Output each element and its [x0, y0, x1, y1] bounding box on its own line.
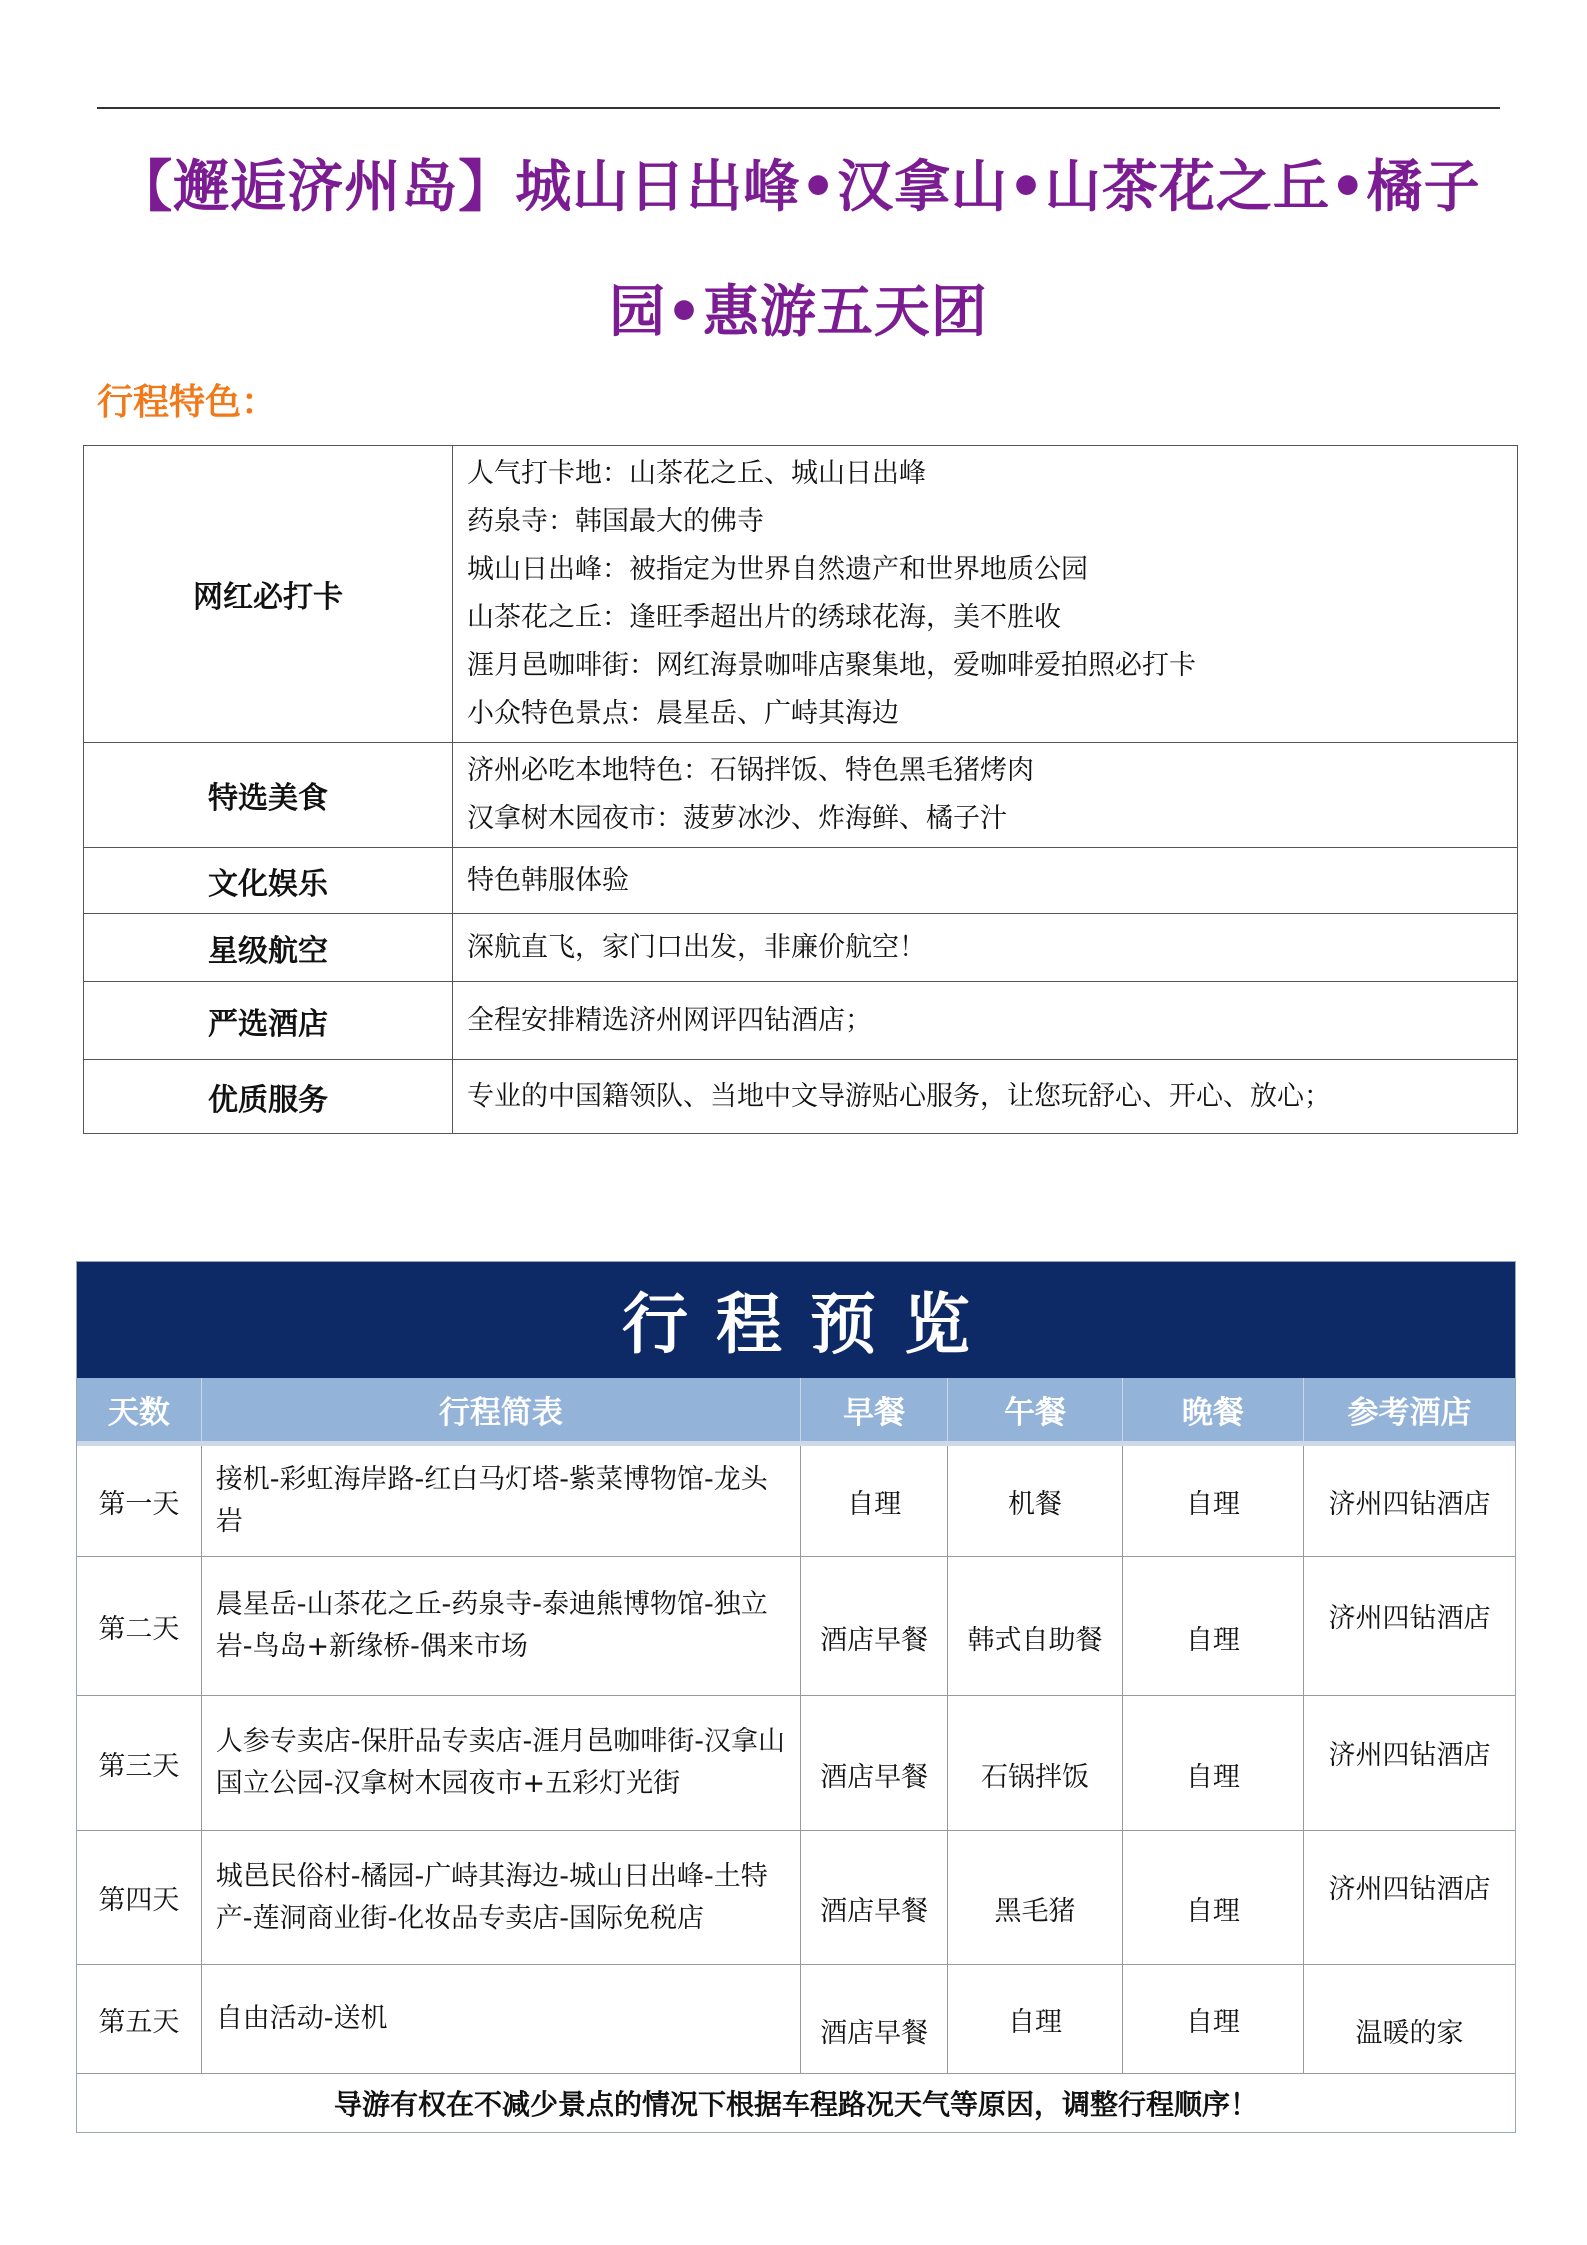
route-cell: 人参专卖店-保肝品专卖店-涯月邑咖啡街-汉拿山国立公园-汉拿树木园夜市+五彩灯光街: [201, 1696, 800, 1831]
top-divider: [97, 107, 1500, 109]
dinner-cell: 自理: [1122, 1444, 1303, 1557]
feature-name: 特选美食: [84, 743, 453, 848]
route-cell: 接机-彩虹海岸路-红白马灯塔-紫菜博物馆-龙头岩: [201, 1444, 800, 1557]
feature-line: 全程安排精选济州网评四钻酒店；: [467, 1004, 872, 1036]
feature-line: 特色韩服体验: [467, 864, 629, 896]
feature-row: [84, 1060, 1518, 1134]
dinner-cell: 自理: [1122, 1831, 1303, 1965]
breakfast-cell: 酒店早餐: [801, 1965, 948, 2074]
lunch-cell: 机餐: [948, 1444, 1122, 1557]
day-cell: 第五天: [77, 1965, 201, 2074]
feature-row: [84, 446, 1518, 743]
dinner-cell: 自理: [1122, 1557, 1303, 1696]
title-line-2: 园•惠游五天团: [609, 280, 988, 345]
table-row: [77, 1831, 1515, 1965]
feature-desc: [453, 848, 1518, 914]
table-header-row: [77, 1378, 1515, 1444]
feature-desc: [453, 914, 1518, 982]
route-cell: 城邑民俗村-橘园-广峙其海边-城山日出峰-土特产-莲洞商业街-化妆品专卖店-国际免税店: [201, 1831, 800, 1965]
feature-name: 星级航空: [84, 914, 453, 982]
feature-name: 优质服务: [84, 1060, 453, 1134]
feature-line: 汉拿树木园夜市：菠萝冰沙、炸海鲜、橘子汁: [467, 803, 1007, 834]
feature-desc: [453, 743, 1518, 848]
overview-banner: 行程预览: [77, 1262, 1515, 1378]
hotel-cell: 济州四钻酒店: [1304, 1696, 1515, 1831]
day-cell: 第二天: [77, 1557, 201, 1696]
itinerary-overview: [76, 1261, 1516, 2133]
header-breakfast: 早餐: [801, 1378, 948, 1444]
feature-name: 网红必打卡: [84, 446, 453, 743]
table-row: [77, 1444, 1515, 1557]
dinner-cell: 自理: [1122, 1696, 1303, 1831]
day-cell: 第三天: [77, 1696, 201, 1831]
title-line-1: 【邂逅济州岛】城山日出峰•汉拿山•山茶花之丘•橘子: [116, 155, 1481, 220]
table-row: [77, 1696, 1515, 1831]
features-heading: 行程特色：: [97, 382, 278, 423]
hotel-cell: 温暖的家: [1304, 1965, 1515, 2074]
header-route: 行程简表: [201, 1378, 800, 1444]
note-row: [77, 2074, 1515, 2133]
feature-line: 专业的中国籍领队、当地中文导游贴心服务，让您玩舒心、开心、放心；: [467, 1080, 1331, 1112]
lunch-cell: 石锅拌饭: [948, 1696, 1122, 1831]
hotel-cell: 济州四钻酒店: [1304, 1444, 1515, 1557]
feature-row: [84, 982, 1518, 1060]
feature-row: [84, 914, 1518, 982]
route-cell: 晨星岳-山茶花之丘-药泉寺-泰迪熊博物馆-独立岩-鸟岛+新缘桥-偶来市场: [201, 1557, 800, 1696]
header-hotel: 参考酒店: [1304, 1378, 1515, 1444]
lunch-cell: 自理: [948, 1965, 1122, 2074]
feature-desc: [453, 446, 1518, 743]
feature-line: 山茶花之丘：逢旺季超出片的绣球花海，美不胜收: [467, 602, 1061, 633]
itinerary-note: 导游有权在不减少景点的情况下根据车程路况天气等原因，调整行程顺序！: [77, 2074, 1515, 2133]
feature-name: 严选酒店: [84, 982, 453, 1060]
day-cell: 第一天: [77, 1444, 201, 1557]
itinerary-table: [77, 1378, 1515, 2132]
features-table: [83, 445, 1518, 1134]
feature-line: 小众特色景点：晨星岳、广峙其海边: [467, 698, 899, 729]
breakfast-cell: 酒店早餐: [801, 1696, 948, 1831]
feature-line: 药泉寺：韩国最大的佛寺: [467, 506, 764, 537]
hotel-cell: 济州四钻酒店: [1304, 1831, 1515, 1965]
feature-line: 涯月邑咖啡街：网红海景咖啡店聚集地，爱咖啡爱拍照必打卡: [467, 650, 1196, 681]
feature-row: [84, 743, 1518, 848]
hotel-cell: 济州四钻酒店: [1304, 1557, 1515, 1696]
feature-row: [84, 848, 1518, 914]
breakfast-cell: 酒店早餐: [801, 1831, 948, 1965]
lunch-cell: 韩式自助餐: [948, 1557, 1122, 1696]
feature-line: 城山日出峰：被指定为世界自然遗产和世界地质公园: [467, 554, 1088, 585]
header-lunch: 午餐: [948, 1378, 1122, 1444]
feature-line: 人气打卡地：山茶花之丘、城山日出峰: [467, 458, 926, 489]
breakfast-cell: 酒店早餐: [801, 1557, 948, 1696]
page-title: [97, 125, 1500, 375]
header-day: 天数: [77, 1378, 201, 1444]
lunch-cell: 黑毛猪: [948, 1831, 1122, 1965]
table-row: [77, 1965, 1515, 2074]
route-cell: 自由活动-送机: [201, 1965, 800, 2074]
table-row: [77, 1557, 1515, 1696]
dinner-cell: 自理: [1122, 1965, 1303, 2074]
header-dinner: 晚餐: [1122, 1378, 1303, 1444]
feature-line: 深航直飞，家门口出发，非廉价航空！: [467, 931, 926, 963]
day-cell: 第四天: [77, 1831, 201, 1965]
feature-name: 文化娱乐: [84, 848, 453, 914]
feature-desc: [453, 1060, 1518, 1134]
feature-line: 济州必吃本地特色：石锅拌饭、特色黑毛猪烤肉: [467, 755, 1034, 786]
feature-desc: [453, 982, 1518, 1060]
breakfast-cell: 自理: [801, 1444, 948, 1557]
